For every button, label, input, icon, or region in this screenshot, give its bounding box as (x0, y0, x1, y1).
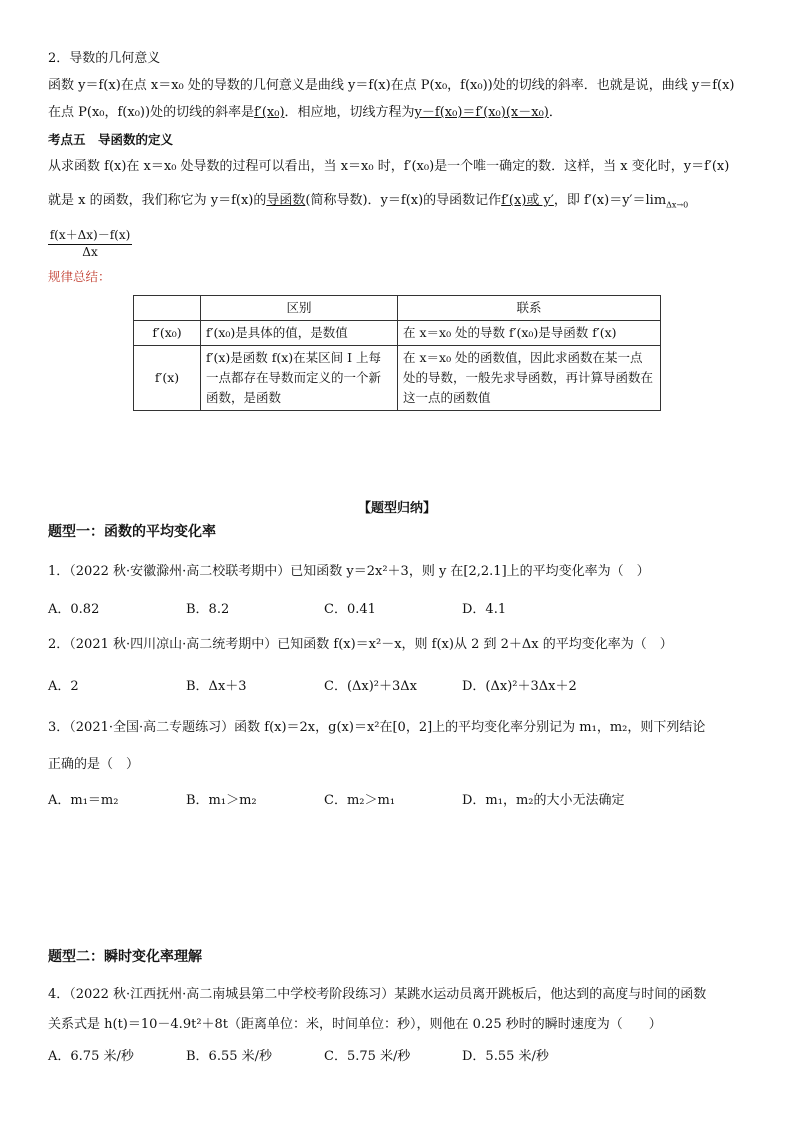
section-heading-derivative-definition: 考点五 导函数的定义 (48, 132, 174, 147)
table-cell: f′(x) (134, 346, 201, 411)
option-d[interactable]: D．(Δx)²＋3Δx＋2 (462, 679, 577, 694)
table-row (134, 321, 661, 346)
paragraph-geometric-meaning-2 (48, 104, 562, 122)
text-segment: ． (548, 105, 562, 120)
comparison-table (133, 295, 661, 411)
option-a[interactable]: A．6.75 米/秒 (48, 1049, 134, 1064)
text-segment: ，即 f′(x)＝y′＝lim (553, 193, 667, 208)
paragraph-derivative-definition-2 (48, 192, 688, 215)
question-3-text-2: 正确的是（ ） (48, 757, 140, 772)
option-b[interactable]: B．8.2 (186, 602, 230, 617)
table-header-cell (134, 296, 201, 321)
option-b[interactable]: B．m₁＞m₂ (186, 793, 257, 808)
text-segment: 就是 x 的函数，我们称它为 y＝f(x)的 (48, 193, 267, 208)
question-3-text-1: 3．（2021·全国·高二专题练习）函数 f(x)＝2x，g(x)＝x²在[0，2]上的平均变化率分别记为 m₁，m₂，则下列结论 (48, 720, 706, 735)
option-a[interactable]: A．m₁＝m₂ (48, 793, 119, 808)
paragraph-derivative-definition-1: 从求函数 f(x)在 x＝x₀ 处导数的过程可以看出，当 x＝x₀ 时，f′(x₀)是一个唯一确定的数．这样，当 x 变化时，y＝f′(x) (48, 159, 730, 174)
option-c[interactable]: C．(Δx)²＋3Δx (324, 679, 418, 694)
paragraph-geometric-meaning-1: 函数 y＝f(x)在点 x＝x₀ 处的导数的几何意义是曲线 y＝f(x)在点 P(x₀，f(x₀))处的切线的斜率．也就是说，曲线 y＝f(x) (48, 78, 735, 93)
limit-subscript: Δx→0 (666, 200, 689, 210)
fraction-numerator: f(x＋Δx)－f(x) (48, 226, 132, 245)
option-a[interactable]: A．0.82 (48, 602, 100, 617)
table-row (134, 346, 661, 411)
text-segment: ．相应地，切线方程为 (284, 105, 415, 120)
option-c[interactable]: C．0.41 (324, 602, 376, 617)
question-1-text: 1．（2022 秋·安徽滁州·高二校联考期中）已知函数 y＝2x²＋3，则 y 在[2,2.1]上的平均变化率为（ ） (48, 564, 650, 579)
option-a[interactable]: A．2 (48, 679, 79, 694)
section-heading-geometric-meaning: 2．导数的几何意义 (48, 51, 161, 66)
option-d[interactable]: D．4.1 (462, 602, 507, 617)
question-2-text: 2．（2021 秋·四川凉山·高二统考期中）已知函数 f(x)＝x²－x，则 f(x)从 2 到 2＋Δx 的平均变化率为（ ） (48, 637, 673, 652)
answer-blank-notation: f′(x)或 y′ (501, 193, 554, 208)
type1-title: 题型一：函数的平均变化率 (48, 524, 216, 540)
option-d[interactable]: D．m₁，m₂的大小无法确定 (462, 793, 625, 808)
table-cell: f′(x₀)是具体的值，是数值 (201, 321, 398, 346)
summary-label: 规律总结： (48, 269, 111, 284)
table-cell: f′(x₀) (134, 321, 201, 346)
answer-blank-tangent-equation: y－f(x₀)＝f′(x₀)(x－x₀) (414, 105, 549, 120)
answer-blank-slope: f′(x₀) (254, 105, 285, 120)
difference-quotient-fraction (48, 226, 132, 259)
type2-title: 题型二：瞬时变化率理解 (48, 949, 202, 965)
fraction-denominator: Δx (82, 245, 98, 259)
answer-blank-derivative: 导函数 (266, 193, 306, 208)
section-title: 【题型归纳】 (357, 501, 436, 516)
option-c[interactable]: C．m₂＞m₁ (324, 793, 396, 808)
text-segment: (简称导数)．y＝f(x)的导函数记作 (305, 193, 502, 208)
table-header-cell: 区别 (201, 296, 398, 321)
table-header-cell: 联系 (398, 296, 661, 321)
table-cell: f′(x)是函数 f(x)在某区间 I 上每一点都存在导数而定义的一个新函数，是函数 (201, 346, 398, 411)
option-c[interactable]: C．5.75 米/秒 (324, 1049, 411, 1064)
table-header-row (134, 296, 661, 321)
text-segment: 在点 P(x₀，f(x₀))处的切线的斜率是 (48, 105, 255, 120)
question-4-text-1: 4．（2022 秋·江西抚州·高二南城县第二中学校考阶段练习）某跳水运动员离开跳板后，他达到的高度与时间的函数 (48, 987, 707, 1002)
table-cell: 在 x＝x₀ 处的函数值，因此求函数在某一点处的导数，一般先求导函数，再计算导函数在这一点的函数值 (398, 346, 661, 411)
question-4-text-2: 关系式是 h(t)＝10－4.9t²＋8t（距离单位：米，时间单位：秒），则他在 0.25 秒时的瞬时速度为（ ） (48, 1017, 662, 1032)
table-cell: 在 x＝x₀ 处的导数 f′(x₀)是导函数 f′(x) (398, 321, 661, 346)
option-b[interactable]: B．6.55 米/秒 (186, 1049, 273, 1064)
option-d[interactable]: D．5.55 米/秒 (462, 1049, 549, 1064)
option-b[interactable]: B．Δx＋3 (186, 679, 247, 694)
